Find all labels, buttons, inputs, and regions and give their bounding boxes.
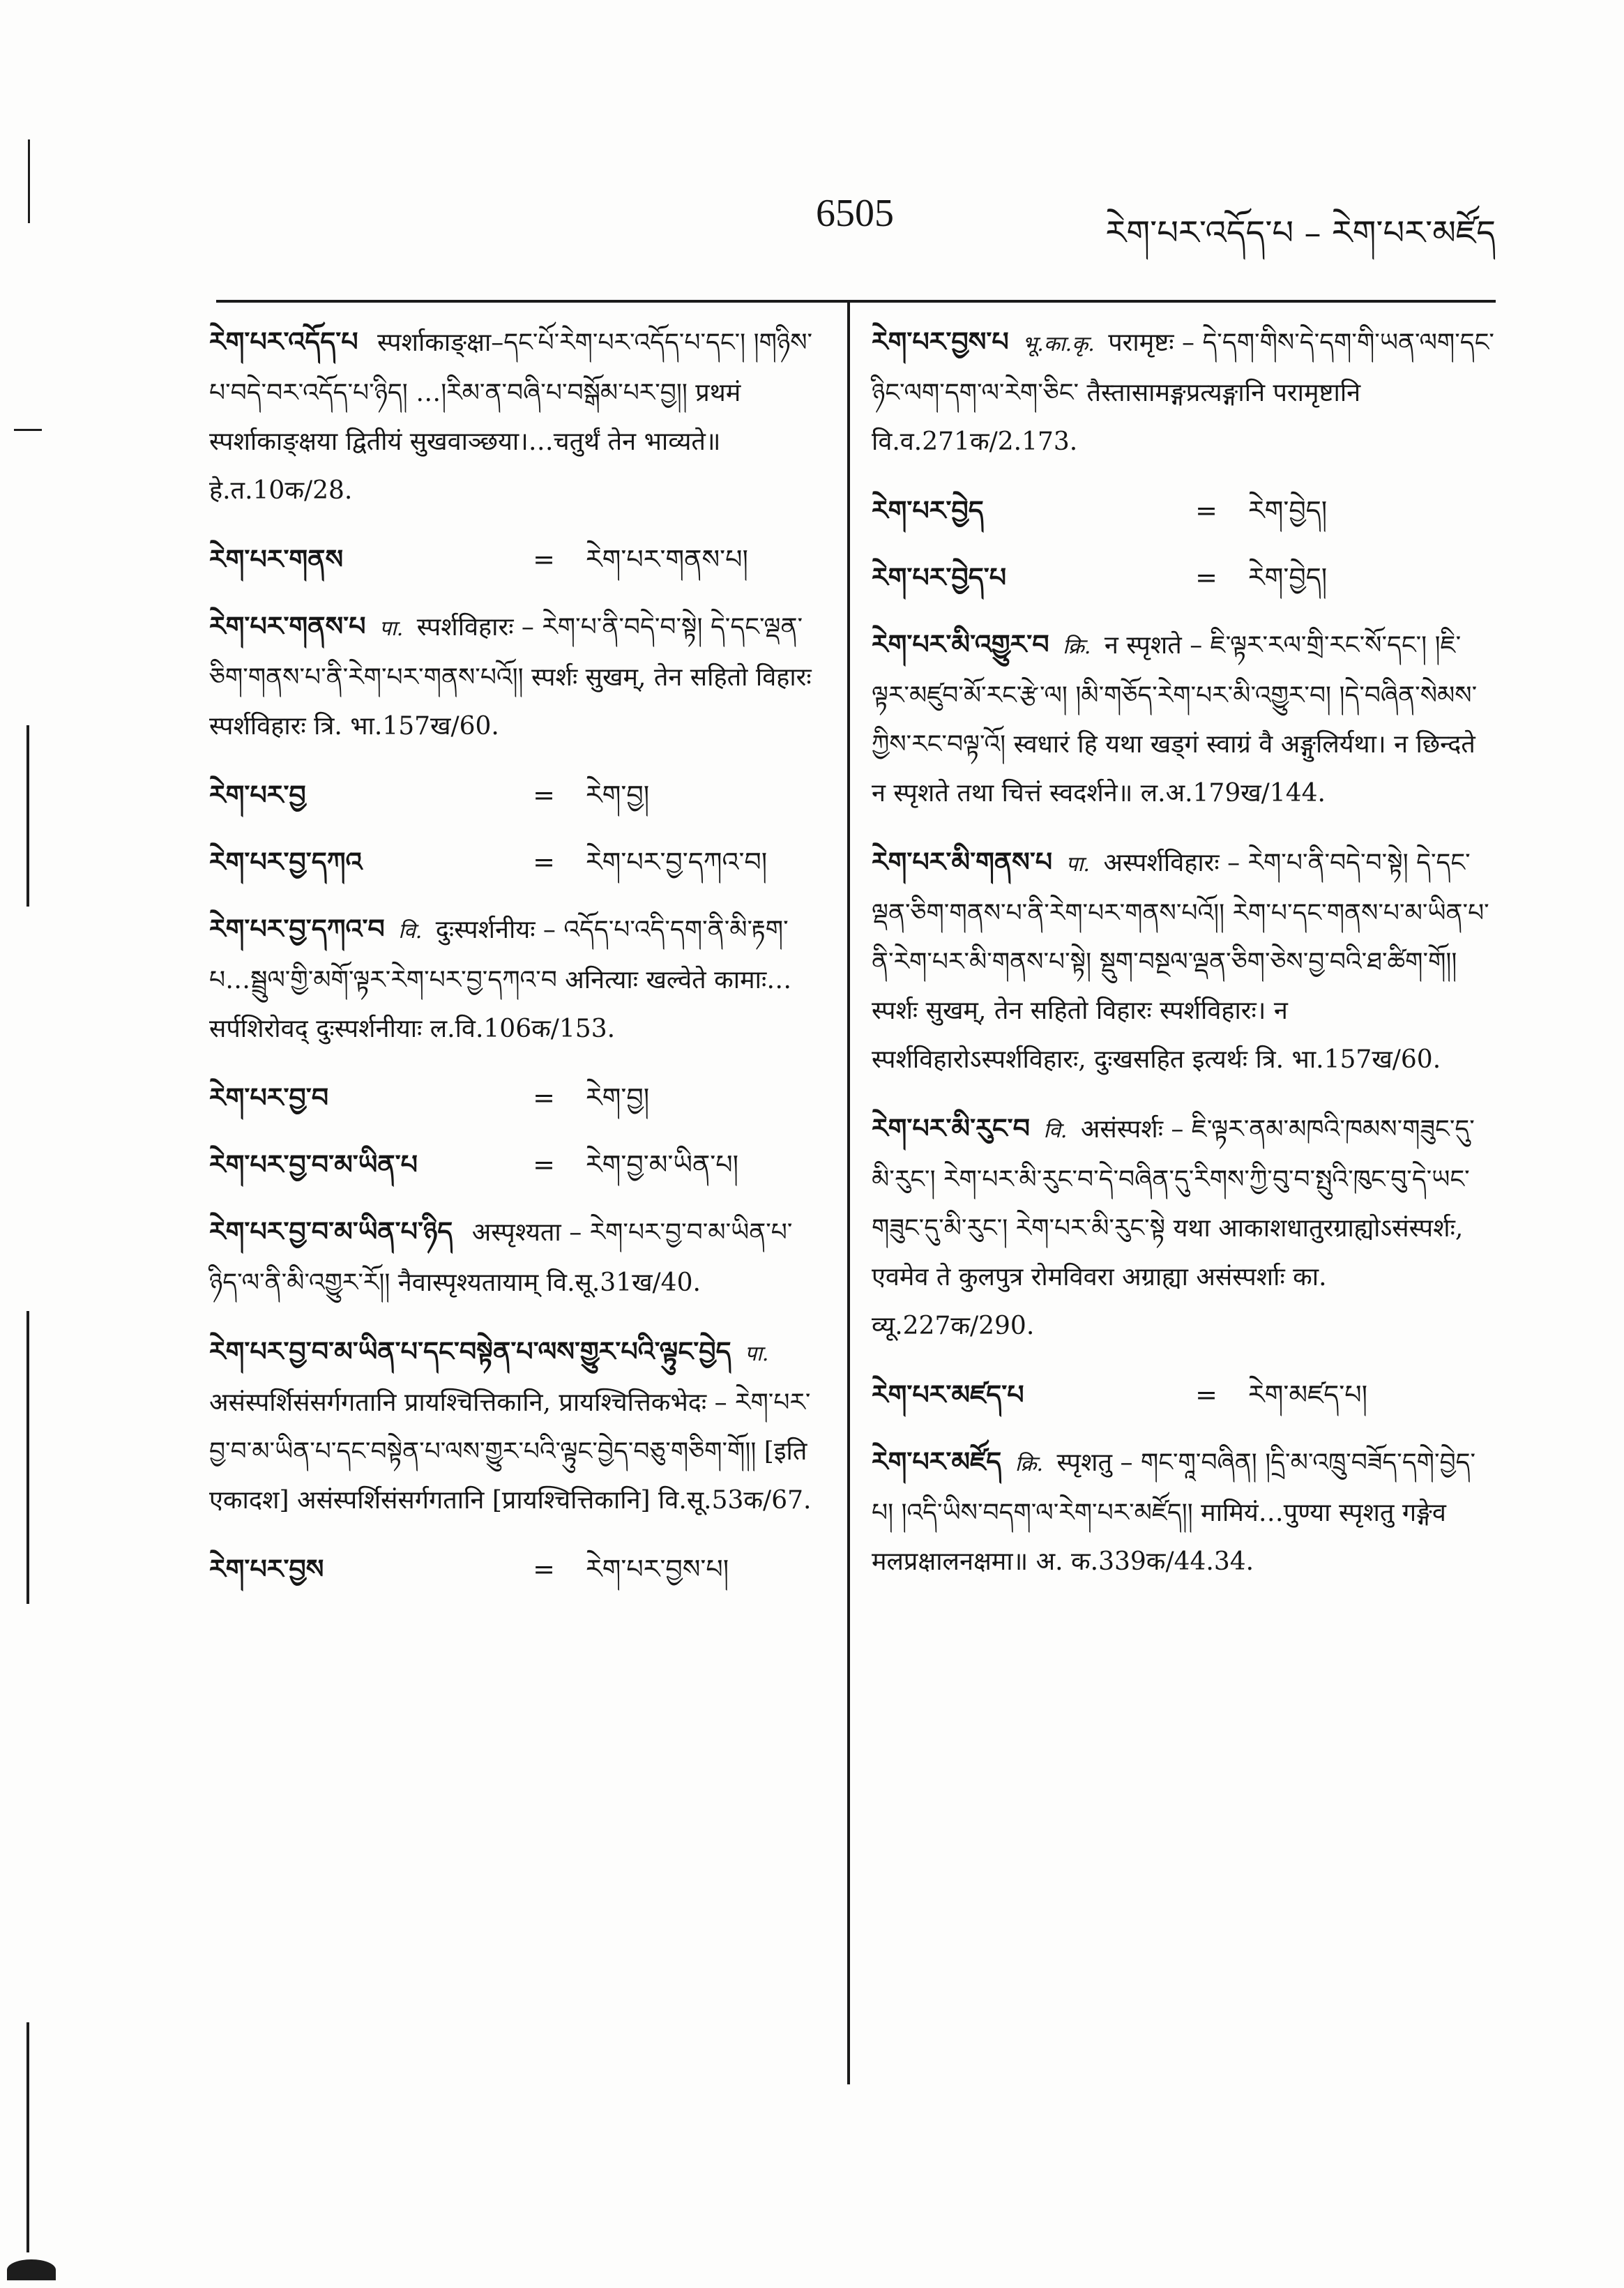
cross-reference — [872, 1370, 1496, 1419]
entry-body: परामृष्टः – དེ་དག་གིས་དེ་དག་གི་ཡན་ལག་དང་ཉིང་ལག་དག་ལ་རེག་ཅིང་ तैस्तासामङ्गप्रत्यङ्गानि परामृष्टानि वि.व.271क/2.173. — [872, 328, 1494, 456]
headword: རེག་པར་བྱ་དཀའ་བ — [209, 913, 385, 944]
dictionary-entry — [209, 1207, 823, 1308]
reference-target: རེག་བྱ། — [586, 1082, 650, 1113]
entry-body: अस्पृश्यता – རེག་པར་བྱ་བ་མ་ཡིན་པ་ཉིད་ལ་ནི་མི་འགྱུར་རོ།། नैवास्पृश्यतायाम् वि.सू.31ख/40. — [209, 1218, 793, 1297]
part-of-speech: पा. — [379, 616, 404, 641]
reference-target: རེག་པར་བྱས་པ། — [586, 1554, 729, 1584]
dictionary-entry — [872, 1437, 1496, 1586]
page-header — [209, 187, 1496, 257]
cross-reference — [209, 1073, 823, 1122]
equals-sign: = — [533, 1082, 555, 1113]
headword: རེག་པར་གནས་པ — [209, 610, 366, 642]
binding-mark — [14, 429, 42, 431]
headword: རེག་པར་གནས — [209, 543, 344, 575]
part-of-speech: क्रि. — [1063, 635, 1091, 659]
right-column — [872, 317, 1496, 1606]
headword: རེག་པར་བྱ་བ་མ་ཡིན་པ་དང་བསྟེན་པ་ལས་གྱུར་པའི་ལྟུང་བྱེད — [209, 1335, 731, 1367]
entry-body: स्पर्शाकाङ्क्षा–དང་པོ་རེག་པར་འདོད་པ་དང་། །གཉིས་པ་བདེ་བར་འདོད་པ་ཉིད། …།རིམ་ན་བཞི་པ་བསྒོམ་པར་བྱ།། प्रथमं स्पर्शाकाङ्क्षया द्वितीयं सुखवाञ्छया।…चतुर्थं तेन भाव्यते॥ हे.त.10क/28. — [209, 328, 813, 505]
part-of-speech: क्रि. — [1015, 1452, 1044, 1476]
headword: རེག་པར་བྱ་དཀའ — [209, 846, 363, 877]
cross-reference — [209, 1545, 823, 1593]
entry-body: स्पृशतु – གང་གཱ་བཞིན། །དྲི་མ་འཁྲུ་བཟོད་དགེ་བྱེད་པ། །འདི་ཡིས་བདག་ལ་རེག་པར་མཛོད།། मामियं…पुण्या स्पृशतु गङ्गेव मलप्रक्षालनक्षमा॥ अ. क.339क/44.34. — [872, 1448, 1476, 1576]
headword: རེག་པར་བྱ་བ — [209, 1082, 329, 1113]
equals-sign: = — [533, 1554, 555, 1584]
header-rule — [216, 300, 1496, 303]
dictionary-entry — [872, 838, 1496, 1084]
equals-sign: = — [533, 544, 555, 575]
reference-target: རེག་པར་གནས་པ། — [586, 544, 748, 575]
equals-sign: = — [1195, 562, 1217, 593]
equals-sign: = — [533, 780, 555, 810]
part-of-speech: पा. — [745, 1342, 769, 1366]
headword: རེག་པར་བྱས་པ — [872, 326, 1009, 357]
entry-body: दुःस्पर्शनीयः – འདོད་པ་འདི་དག་ནི་མི་རྟག་པ…སྦྲུལ་གྱི་མགོ་ལྟར་རེག་པར་བྱ་དཀའ་བ अनित्याः खल्वेते कामाः…सर्पशिरोवद् दुःस्पर्शनीयाः ल.वि.106क/153. — [209, 916, 792, 1043]
dictionary-entry — [872, 1104, 1496, 1351]
binding-mark — [26, 2022, 29, 2252]
part-of-speech: पा. — [1065, 852, 1090, 877]
dictionary-entry — [872, 317, 1496, 467]
reference-target: རེག་བྱེད། — [1248, 562, 1328, 593]
entry-body: असंस्पर्शिसंसर्गगतानि प्रायश्चित्तिकानि, प्रायश्चित्तिकभेदः – རེག་པར་བྱ་བ་མ་ཡིན་པ་དང་བསྟེན་པ་ལས་གྱུར་པའི་ལྟུང་བྱེད་བཅུ་གཅིག་གོ།། [इति एकादश] असंस्पर्शिसंसर्गगतानि [प्रायश्चित्तिकानि] वि.सू.53क/67. — [209, 1388, 812, 1515]
left-column — [209, 317, 823, 1612]
dictionary-entry — [209, 904, 823, 1054]
cross-reference — [209, 1140, 823, 1189]
page-number: 6505 — [816, 192, 894, 235]
binding-mark — [7, 2259, 56, 2280]
part-of-speech: वि. — [398, 919, 423, 944]
equals-sign: = — [533, 1149, 555, 1180]
headword: རེག་པར་བྱ — [209, 779, 306, 810]
headword: རེག་པར་འདོད་པ — [209, 326, 358, 357]
equals-sign: = — [533, 847, 555, 877]
part-of-speech: भू.का.कृ. — [1022, 332, 1095, 356]
reference-target: རེག་བྱ་མ་ཡིན་པ། — [586, 1149, 739, 1180]
dictionary-entry — [209, 602, 823, 751]
headword: རེག་པར་མི་རུང་བ — [872, 1112, 1031, 1144]
headword: རེག་པར་བྱས — [209, 1553, 324, 1584]
binding-mark — [26, 1311, 29, 1604]
cross-reference — [209, 771, 823, 819]
headword: རེག་པར་བྱེད་པ — [872, 561, 1007, 593]
equals-sign: = — [1195, 495, 1217, 526]
headword: རེག་པར་མཛད་པ — [872, 1379, 1024, 1410]
equals-sign: = — [1195, 1379, 1217, 1410]
cross-reference — [209, 535, 823, 584]
reference-target: རེག་བྱ། — [586, 780, 650, 810]
binding-mark — [28, 139, 30, 223]
reference-target: རེག་བྱེད། — [1248, 495, 1328, 526]
entry-body: अस्पर्शविहारः – རེག་པ་ནི་བདེ་བ་སྟེ། དེ་དང་ལྡན་ཅིག་གནས་པ་ནི་རེག་པར་གནས་པའོ།། རེག་པ་དང་གནས་པ་མ་ཡིན་པ་ནི་རེག་པར་མི་གནས་པ་སྟེ། སྡུག་བསྔལ་ལྡན་ཅིག་ཅེས་བྱ་བའི་ཐ་ཚིག་གོ།། स्पर्शः सुखम्, तेन सहितो विहारः स्पर्शविहारः। न स्पर्शविहारोऽस्पर्शविहारः, दुःखसहित इत्यर्थः त्रि. भा.157ख/60. — [872, 849, 1489, 1074]
reference-target: རེག་མཛད་པ། — [1248, 1379, 1368, 1410]
dictionary-entry — [209, 1327, 823, 1525]
running-head: རེག་པར་འདོད་པ – རེག་པར་མཛོད — [1105, 213, 1496, 252]
dictionary-entry — [209, 317, 823, 515]
entry-body: असंस्पर्शः – ཇི་ལྟར་ནམ་མཁའི་ཁམས་གཟུང་དུ་མི་རུང་། རེག་པར་མི་རུང་བ་དེ་བཞིན་དུ་རིགས་ཀྱི་བུ་བ་སྤུའི་ཁུང་བུ་དེ་ཡང་གཟུང་དུ་མི་རུང་། རེག་པར་མི་རུང་སྟེ यथा आकाशधातुरग्राह्योऽसंस्पर्शः, एवमेव ते कुलपुत्र रोमविवरा अग्राह्या असंस्पर्शाः का. व्यू.227क/290. — [872, 1115, 1475, 1340]
binding-mark — [26, 725, 29, 907]
reference-target: རེག་པར་བྱ་དཀའ་བ། — [586, 847, 768, 877]
cross-reference — [209, 838, 823, 886]
headword: རེག་པར་བྱ་བ་མ་ཡིན་པ་ཉིད — [209, 1215, 453, 1247]
headword: རེག་པར་མཛོད — [872, 1446, 1002, 1477]
dictionary-entry — [872, 620, 1496, 818]
column-divider — [847, 303, 850, 2084]
headword: རེག་པར་མི་གནས་པ — [872, 846, 1053, 877]
headword: རེག་པར་མི་འགྱུར་བ — [872, 628, 1049, 660]
cross-reference — [872, 553, 1496, 602]
part-of-speech: वि. — [1043, 1119, 1068, 1143]
cross-reference — [872, 486, 1496, 535]
headword: རེག་པར་བྱ་བ་མ་ཡིན་པ — [209, 1149, 418, 1180]
entry-body: न स्पृशते – ཇི་ལྟར་རལ་གྲི་རང་སོ་དང་། །ཇི་ལྟར་མཛུབ་མོ་རང་རྩེ་ལ། །མི་གཅོད་རེག་པར་མི་འགྱུར་བ། །དེ་བཞིན་སེམས་ཀྱིས་རང་བལྟ་འོ། स्वधारं हि यथा खड्गं स्वाग्रं वै अङ्गुलिर्यथा। न छिन्दते न स्पृशते तथा चित्तं स्वदर्शने॥ ल.अ.179ख/144. — [872, 631, 1478, 808]
entry-body: स्पर्शविहारः – རེག་པ་ནི་བདེ་བ་སྟེ། དེ་དང་ལྡན་ཅིག་གནས་པ་ནི་རེག་པར་གནས་པའོ།། स्पर्शः सुखम्, तेन सहितो विहारः स्पर्शविहारः त्रि. भा.157ख/60. — [209, 613, 812, 741]
headword: རེག་པར་བྱེད — [872, 494, 984, 526]
